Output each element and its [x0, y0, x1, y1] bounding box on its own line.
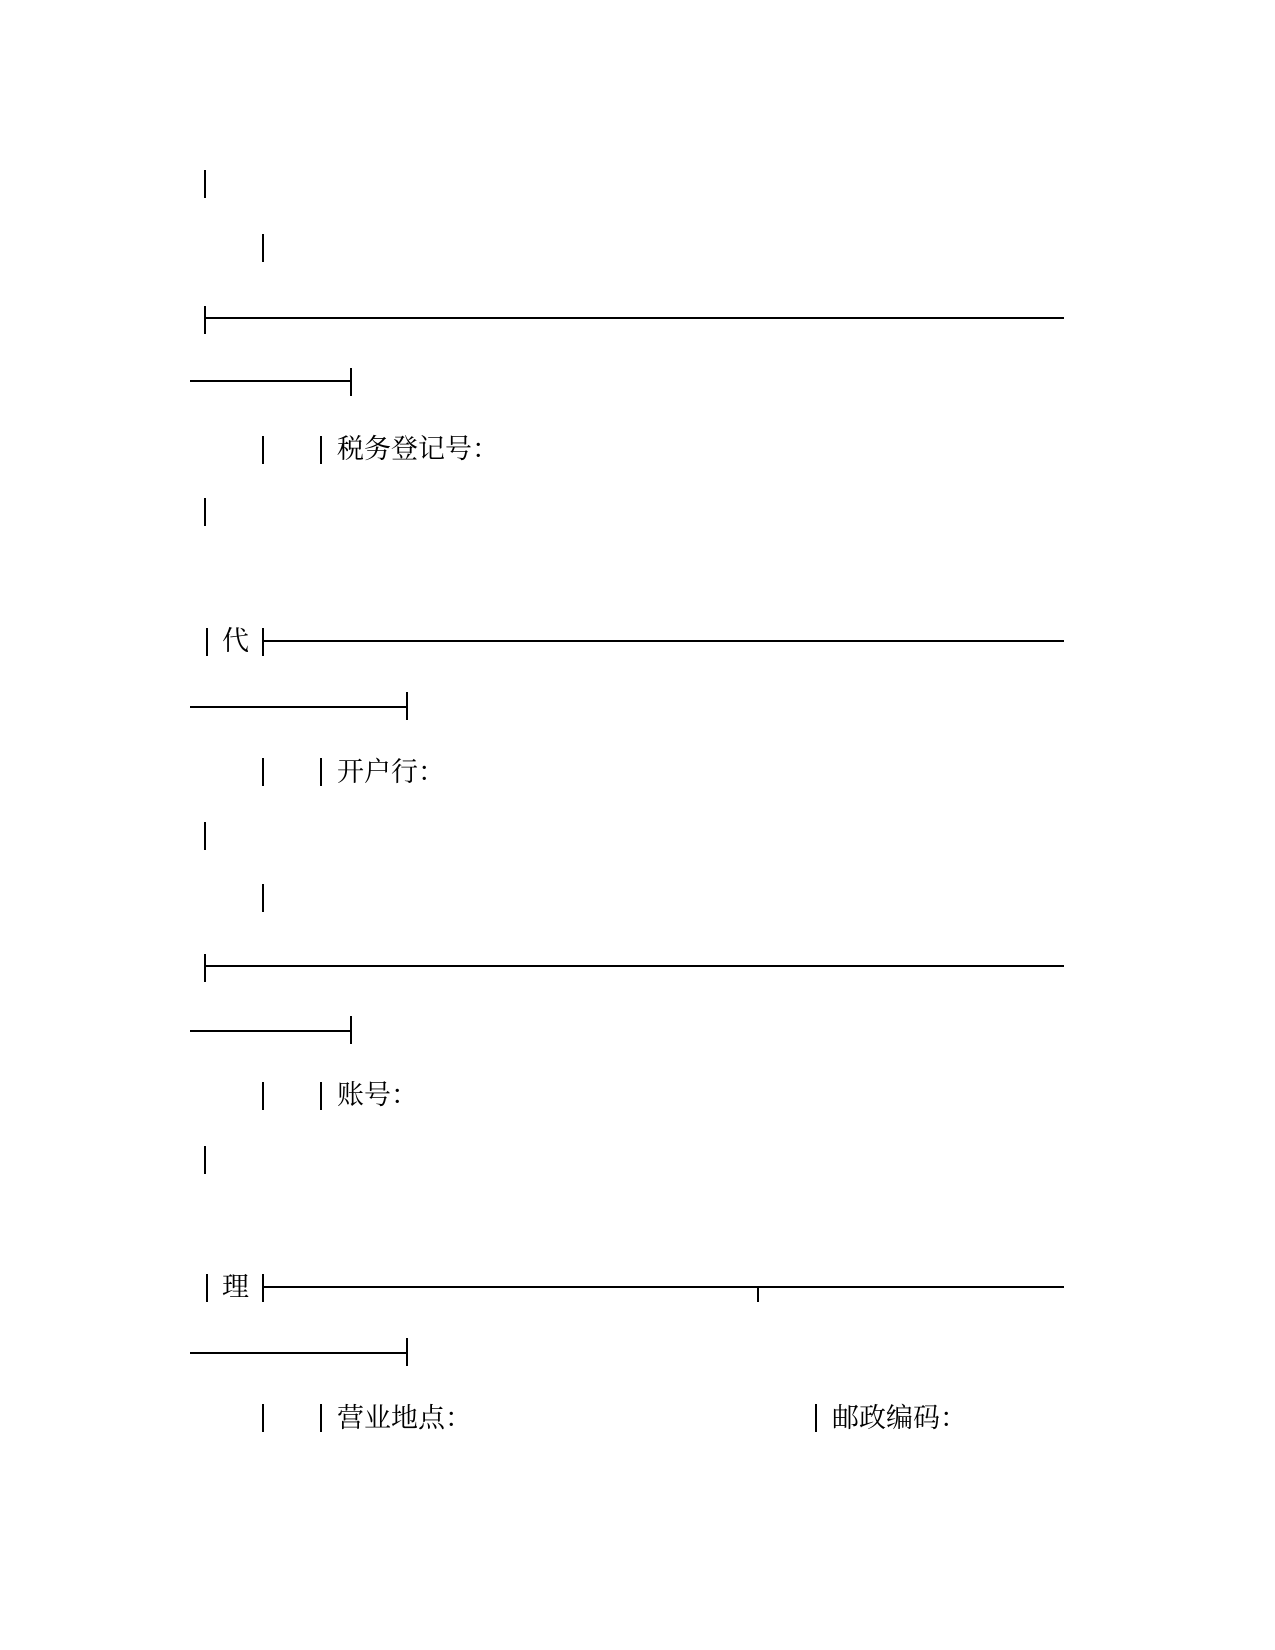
account-label: 账号：: [337, 1080, 418, 1111]
table-border-inner: [262, 884, 264, 912]
postal-code-label: 邮政编码：: [832, 1403, 967, 1434]
table-border-inner: [262, 436, 264, 464]
table-border-field: [320, 1082, 322, 1110]
bank-label: 开户行：: [337, 757, 445, 788]
tax-registration-label: 税务登记号：: [337, 434, 499, 465]
table-border-left: [204, 1146, 206, 1174]
table-rule-continuation: [190, 1352, 406, 1354]
table-border-inner: [262, 234, 264, 262]
rule-end-tick: [350, 368, 352, 396]
table-border-left: [204, 170, 206, 198]
column-divider-tick: [757, 1288, 759, 1302]
table-rule-continuation: [190, 1030, 350, 1032]
table-border-left: [204, 498, 206, 526]
table-border-inner: [262, 1082, 264, 1110]
agent-label-char-1: 代: [222, 626, 249, 657]
rule-end-tick: [406, 692, 408, 720]
table-border-field: [320, 1404, 322, 1432]
table-border-inner: [262, 1404, 264, 1432]
table-border-field: [320, 436, 322, 464]
table-rule-continuation: [190, 380, 350, 382]
table-border-field: [815, 1404, 817, 1432]
table-border-left: [206, 628, 208, 656]
table-rule: [264, 640, 1064, 642]
table-border-left: [204, 822, 206, 850]
table-border-left: [206, 1274, 208, 1302]
rule-start-tick: [204, 954, 206, 982]
rule-start-tick: [262, 628, 264, 656]
rule-end-tick: [350, 1016, 352, 1044]
rule-end-tick: [406, 1338, 408, 1366]
table-rule: [206, 965, 1064, 967]
table-rule-continuation: [190, 706, 406, 708]
rule-start-tick: [262, 1274, 264, 1302]
table-rule: [206, 317, 1064, 319]
business-address-label: 营业地点：: [337, 1403, 472, 1434]
table-rule: [264, 1286, 1064, 1288]
agent-label-char-2: 理: [222, 1272, 249, 1303]
table-border-inner: [262, 758, 264, 786]
table-border-field: [320, 758, 322, 786]
rule-start-tick: [204, 306, 206, 334]
